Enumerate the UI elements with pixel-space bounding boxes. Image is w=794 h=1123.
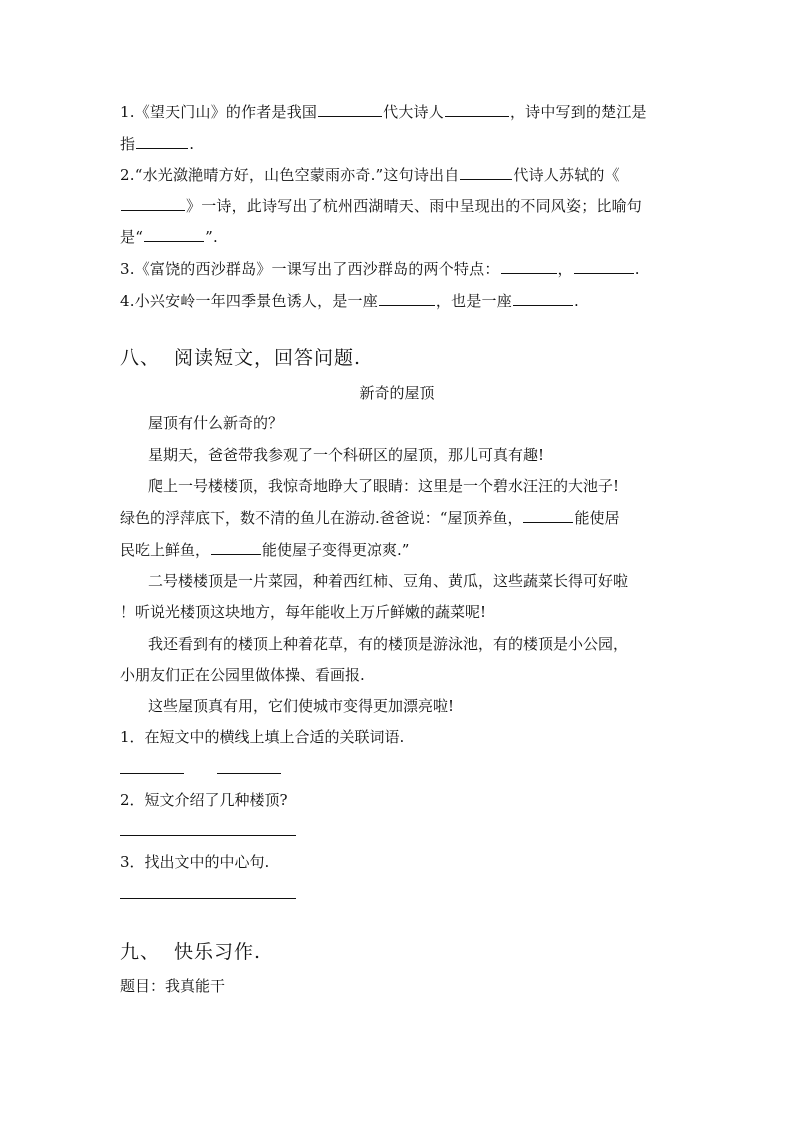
question-text: 代大诗人 [383,103,444,121]
question-text: . [634,260,640,278]
answer-blank[interactable] [445,102,509,117]
essay-topic: 题目：我真能干 [120,977,226,995]
passage-text: 能使屋子变得更凉爽.” [262,541,410,559]
passage-paragraph-3-line-3 [120,540,409,560]
question-1-line-1 [120,102,647,122]
question-4-line [120,291,579,311]
question-text: 》一诗，此诗写出了杭州西湖晴天、雨中呈现出的不同风姿；比喻句 [186,197,643,215]
answer-blank[interactable] [574,259,634,274]
section-title: 快乐习作. [174,941,262,963]
section-number: 八、 [120,347,161,369]
reading-question-2: 2．短文介绍了几种楼顶? [120,791,288,809]
question-text: ”. [205,228,218,246]
answer-blank[interactable] [211,540,261,555]
section-number: 九、 [120,941,161,963]
passage-paragraph-5-line-1: 我还看到有的楼顶上种着花草，有的楼顶是游泳池，有的楼顶是小公园， [148,635,629,653]
answer-blank[interactable] [144,227,204,242]
reading-question-3: 3．找出文中的中心句. [120,853,270,871]
passage-text: 能使居 [574,509,620,527]
question-text: 3.《富饶的西沙群岛》一课写出了西沙群岛的两个特点： [120,260,500,278]
passage-paragraph-4-line-1: 二号楼楼顶是一片菜园，种着西红柿、豆角、黄瓜，这些蔬菜长得可好啦 [148,572,629,590]
question-text: 4.小兴安岭一年四季景色诱人，是一座 [120,292,378,310]
answer-blank[interactable] [136,134,188,149]
question-text: ，也是一座 [435,292,512,310]
answer-blank[interactable] [121,196,185,211]
question-2-line-2 [120,196,642,216]
question-text: ，诗中写到的楚江是 [509,103,647,121]
answer-line[interactable] [217,773,281,774]
answer-line[interactable] [120,773,184,774]
passage-paragraph-1: 屋顶有什么新奇的？ [148,414,284,432]
question-2-line-1 [120,165,620,185]
question-text: 是“ [120,228,144,246]
question-3-line [120,259,640,279]
question-1-line-2 [120,134,194,154]
passage-paragraph-3-line-1: 爬上一号楼楼顶，我惊奇地睁大了眼睛：这里是一个碧水汪汪的大池子! [148,477,620,495]
section-9-heading [120,940,261,964]
answer-line[interactable] [120,898,296,899]
section-title: 阅读短文，回答问题. [174,347,362,369]
answer-line[interactable] [120,835,296,836]
passage-paragraph-2: 星期天，爸爸带我参观了一个科研区的屋顶，那儿可真有趣! [148,446,545,464]
passage-paragraph-4-line-2: ！听说光楼顶这块地方，每年能收上万斤鲜嫩的蔬菜呢! [120,603,487,621]
answer-blank[interactable] [523,508,573,523]
answer-blank[interactable] [501,259,557,274]
passage-paragraph-6: 这些屋顶真有用，它们使城市变得更加漂亮啦! [148,697,455,715]
passage-text: 绿色的浮萍底下，数不清的鱼儿在游动.爸爸说：“屋顶养鱼， [120,509,523,527]
passage-text: 民吃上鲜鱼， [120,541,211,559]
answer-blank[interactable] [460,165,512,180]
question-2-line-3 [120,227,218,247]
passage-paragraph-3-line-2 [120,508,619,528]
question-text: 代诗人苏轼的《 [513,166,620,184]
answer-blank[interactable] [318,102,382,117]
passage-paragraph-5-line-2: 小朋友们正在公园里做体操、看画报. [120,666,365,684]
question-text: 1.《望天门山》的作者是我国 [120,103,318,121]
answer-blank[interactable] [379,291,435,306]
reading-question-1: 1．在短文中的横线上填上合适的关联词语. [120,728,405,746]
question-text: ， [557,260,573,278]
passage-title: 新奇的屋顶 [359,384,435,402]
question-text: 指 [120,135,136,153]
section-8-heading [120,346,361,370]
question-text: 2.“水光潋滟晴方好，山色空蒙雨亦奇.”这句诗出自 [120,166,460,184]
question-text: . [573,292,579,310]
question-text: . [189,135,195,153]
answer-blank[interactable] [513,291,573,306]
